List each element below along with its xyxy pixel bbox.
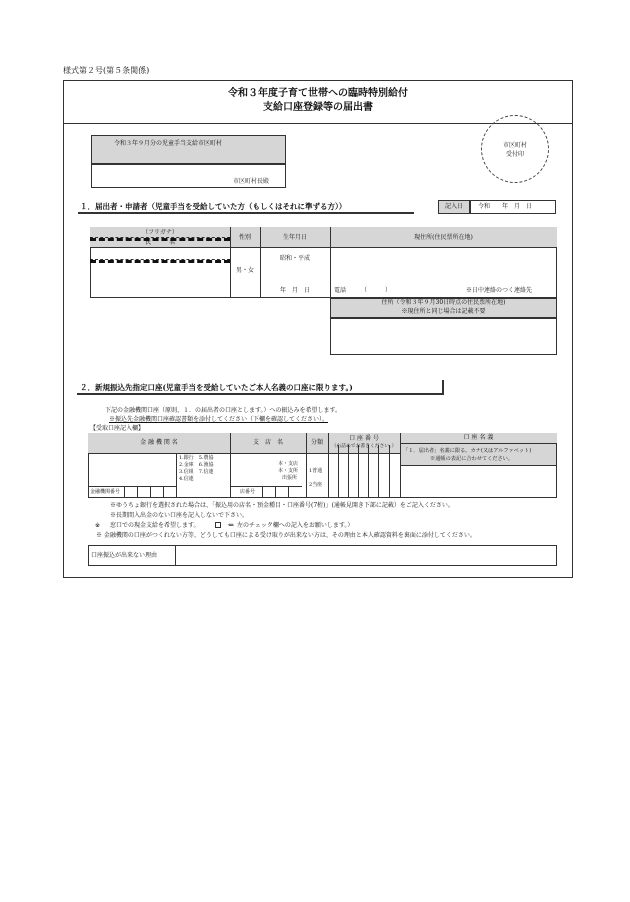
bank-col-holder bbox=[400, 433, 401, 498]
acct-digit-3 bbox=[358, 445, 359, 498]
sep-address-note: ※現住所と同じ場合は記載不要 bbox=[401, 308, 486, 315]
holder-header-label: 口 座 名 義 bbox=[463, 434, 494, 441]
stamp-line1: 市区町村 bbox=[502, 142, 527, 149]
era-value[interactable]: 昭和・平成 bbox=[279, 255, 310, 262]
account-no-subheader: （右詰めでお書きください。） bbox=[331, 444, 397, 449]
phone-field[interactable]: 電話 （ ） bbox=[334, 287, 392, 294]
note-passbook: ※長期間入出金のない口座を記入しないで下さい。 bbox=[110, 512, 249, 519]
account-type-1: 1普通 bbox=[309, 468, 323, 474]
sex-value[interactable]: 男・女 bbox=[235, 267, 254, 274]
branch-type-3: 出張所 bbox=[282, 475, 298, 481]
dob-header: 生年月日 bbox=[282, 234, 307, 241]
acct-digit-2 bbox=[348, 445, 349, 498]
section1-underline bbox=[78, 212, 414, 214]
mayor-label: 市区町村長殿 bbox=[233, 178, 270, 185]
note-cash: 窓口での現金支給を希望します。 bbox=[110, 522, 200, 529]
branch-type-1: 本・支店 bbox=[278, 461, 299, 467]
cash-checkbox[interactable] bbox=[215, 522, 221, 528]
note-cash-2: 左のチェック欄への記入をお願いします。） bbox=[237, 522, 354, 529]
name-input[interactable] bbox=[91, 260, 230, 298]
bank-types-divider bbox=[176, 453, 177, 498]
bank-header-line bbox=[88, 453, 400, 454]
furigana-header: （フリガナ） bbox=[142, 229, 178, 236]
furigana-input[interactable] bbox=[91, 248, 230, 259]
bank-type-2: 2.金庫 6.漁協 bbox=[179, 462, 214, 468]
form-number: 様式第２号(第５条関係) bbox=[63, 66, 150, 75]
municipality-label: 令和３年９月分の児童手当支給市区町村 bbox=[114, 140, 223, 147]
section2-intro: 下記の金融機関口座（原則、１．の届出者の口座とします。）への振込みを希望します。 bbox=[105, 407, 342, 414]
account-type-2: 2当座 bbox=[309, 482, 323, 488]
type-header: 分類 bbox=[310, 439, 323, 446]
section2-heading-box bbox=[77, 380, 444, 395]
acct-digit-4 bbox=[368, 445, 369, 498]
bank-type-3: 3.信組 7.信連 bbox=[179, 469, 214, 475]
acct-digit-6 bbox=[389, 445, 390, 498]
note-no-account: ※ 金融機関の口座がつくれない方等、どうしても口座による受け取りが出来ない方は、その理由と本人確認資料を裏面に添付してください。 bbox=[96, 532, 476, 539]
branch-type-2: 本・支所 bbox=[278, 468, 299, 474]
form-title-line1: 令和３年度子育て世帯への臨時特別給付 bbox=[228, 88, 408, 99]
holder-note-1: 「１．届出者」名義に限る。カナ(又はアルファベット) bbox=[403, 448, 532, 454]
form-title-line2: 支給口座登録等の届出書 bbox=[263, 102, 373, 113]
branch-code-digit-1 bbox=[262, 486, 263, 498]
branch-name-header: 支 店 名 bbox=[252, 439, 283, 446]
acct-digit-1 bbox=[338, 445, 339, 498]
name-header: 氏 名 bbox=[144, 239, 175, 246]
account-no-header: 口 座 番 号 bbox=[349, 435, 379, 442]
address-header: 現住所(住民票所在地) bbox=[414, 234, 473, 241]
section1-heading: １．届出者・申請者（児童手当を受給していた方（もしくはそれに準ずる方）） bbox=[80, 202, 347, 211]
bank-code-label: 金融機関番号 bbox=[90, 489, 121, 495]
entry-date-value: 令和 年 月 日 bbox=[478, 203, 533, 210]
note-yucho: ※ゆうちょ銀行を選択された場合は、「振込用の店名・預金種目・口座番号(7桁)」(通帳見開き下部に記載）をご記入ください。 bbox=[110, 502, 454, 509]
sep-address-input[interactable] bbox=[330, 318, 557, 355]
bank-code-digit-1 bbox=[124, 486, 125, 498]
bank-col-account bbox=[328, 433, 329, 498]
dob-ymd[interactable]: 年 月 日 bbox=[280, 287, 311, 294]
receiving-label: 【受取口座記入欄】 bbox=[90, 425, 145, 432]
section2-attach-note: ※振込先金融機関口座確認書類を添付してください（下欄を確認してください）。 bbox=[109, 416, 329, 423]
holder-note-box bbox=[400, 443, 557, 466]
daytime-note: ※日中連絡のつく連絡先 bbox=[466, 287, 533, 294]
branch-code-line bbox=[230, 486, 302, 487]
arrow-icon: ⇐ bbox=[228, 521, 234, 529]
branch-code-label: 店番号 bbox=[240, 489, 256, 495]
bank-code-digit-3 bbox=[150, 486, 151, 498]
entry-date-label: 記入日 bbox=[444, 203, 463, 210]
section2-heading: ２．新規振込先指定口座(児童手当を受給していたご本人名義の口座に限ります。) bbox=[80, 383, 353, 392]
no-account-reason-input[interactable] bbox=[176, 546, 556, 565]
sex-header: 性別 bbox=[238, 234, 251, 241]
no-account-reason-label: 口座振込が出来ない理由 bbox=[91, 552, 158, 559]
bank-type-1: 1.銀行 5.農協 bbox=[179, 455, 214, 461]
branch-code-digit-3 bbox=[288, 486, 289, 498]
bank-name-header: 金 融 機 関 名 bbox=[140, 439, 178, 446]
bank-code-digit-2 bbox=[137, 486, 138, 498]
bank-code-digit-4 bbox=[163, 486, 164, 498]
reception-stamp bbox=[481, 115, 549, 183]
stamp-line2: 受付印 bbox=[505, 151, 524, 158]
holder-note-2: ※通帳の表記に合わせてください。 bbox=[430, 456, 514, 462]
branch-code-digit-2 bbox=[275, 486, 276, 498]
sep-address-label: 住所（令和３年９月30日時点の住民票所在地) bbox=[381, 299, 506, 306]
note-cash-mark: ※ bbox=[95, 522, 101, 529]
bank-type-4: 4.信連 bbox=[179, 476, 194, 482]
acct-digit-5 bbox=[378, 445, 379, 498]
